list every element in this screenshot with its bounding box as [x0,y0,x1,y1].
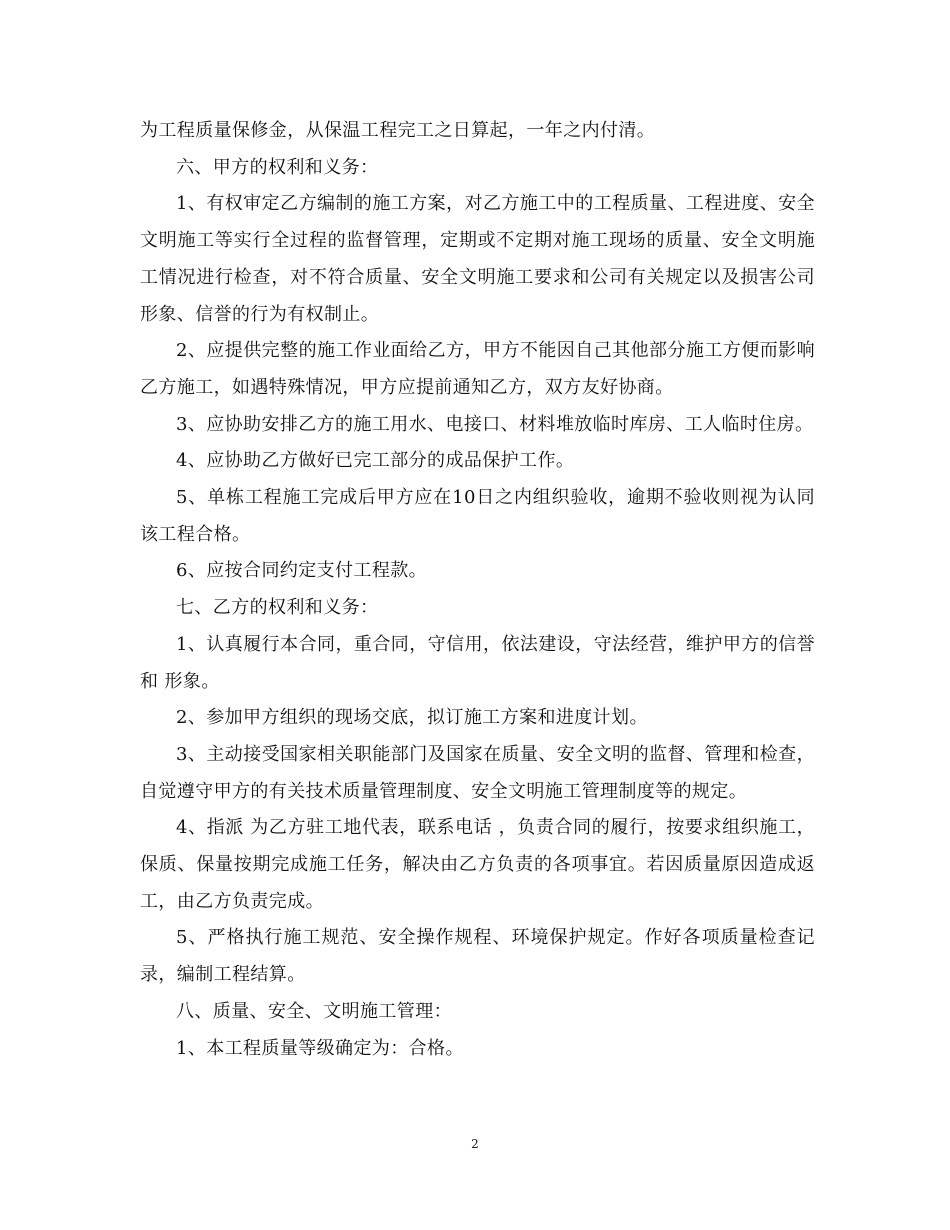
section-heading-quality: 八、质量、安全、文明施工管理： [176,1000,452,1022]
paragraph: 4、指派 为乙方驻工地代表，联系电话 ，负责合同的履行，按要求组织施工，保质、保量按期完成施工任务，解决由乙方负责的各项事宜。若因质量原因造成返工，由乙方负责完成。 [140,817,815,912]
paragraph: 1、本工程质量等级确定为：合格。 [176,1037,464,1059]
paragraph: 1、有权审定乙方编制的施工方案，对乙方施工中的工程质量、工程进度、安全文明施工等实行全过程的监督管理，定期或不定期对施工现场的质量、安全文明施工情况进行检查，对不符合质量、安全文明施工要求和公司有关规定以及损害公司形象、信誉的行为有权制止。 [140,193,815,325]
paragraph: 6、应按合同约定支付工程款。 [176,560,428,582]
paragraph: 2、参加甲方组织的现场交底，拟订施工方案和进度计划。 [176,707,648,729]
paragraph: 1、认真履行本合同，重合同，守信用，依法建设，守法经营，维护甲方的信誉和 形象。 [140,633,815,692]
paragraph: 5、严格执行施工规范、安全操作规程、环境保护规定。作好各项质量检查记录，编制工程结算。 [140,927,815,986]
section-heading-party-a: 六、甲方的权利和义务： [176,156,379,178]
document-body [140,113,815,1067]
paragraph: 4、应协助乙方做好已完工部分的成品保护工作。 [176,450,575,472]
paragraph: 为工程质量保修金，从保温工程完工之日算起，一年之内付清。 [140,120,656,141]
paragraph: 3、主动接受国家相关职能部门及国家在质量、安全文明的监督、管理和检查，自觉遵守甲方的有关技术质量管理制度、安全文明施工管理制度等的规定。 [140,743,815,802]
paragraph: 2、应提供完整的施工作业面给乙方，甲方不能因自己其他部分施工方便而影响乙方施工，如遇特殊情况，甲方应提前通知乙方，双方友好协商。 [140,340,815,398]
paragraph: 5、单栋工程施工完成后甲方应在10日之内组织验收，逾期不验收则视为认同该工程合格。 [140,487,815,545]
section-heading-party-b: 七、乙方的权利和义务： [176,597,379,619]
paragraph: 3、应协助安排乙方的施工用水、电接口、材料堆放临时库房、工人临时住房。 [176,413,814,435]
page-number: 2 [471,1137,479,1151]
